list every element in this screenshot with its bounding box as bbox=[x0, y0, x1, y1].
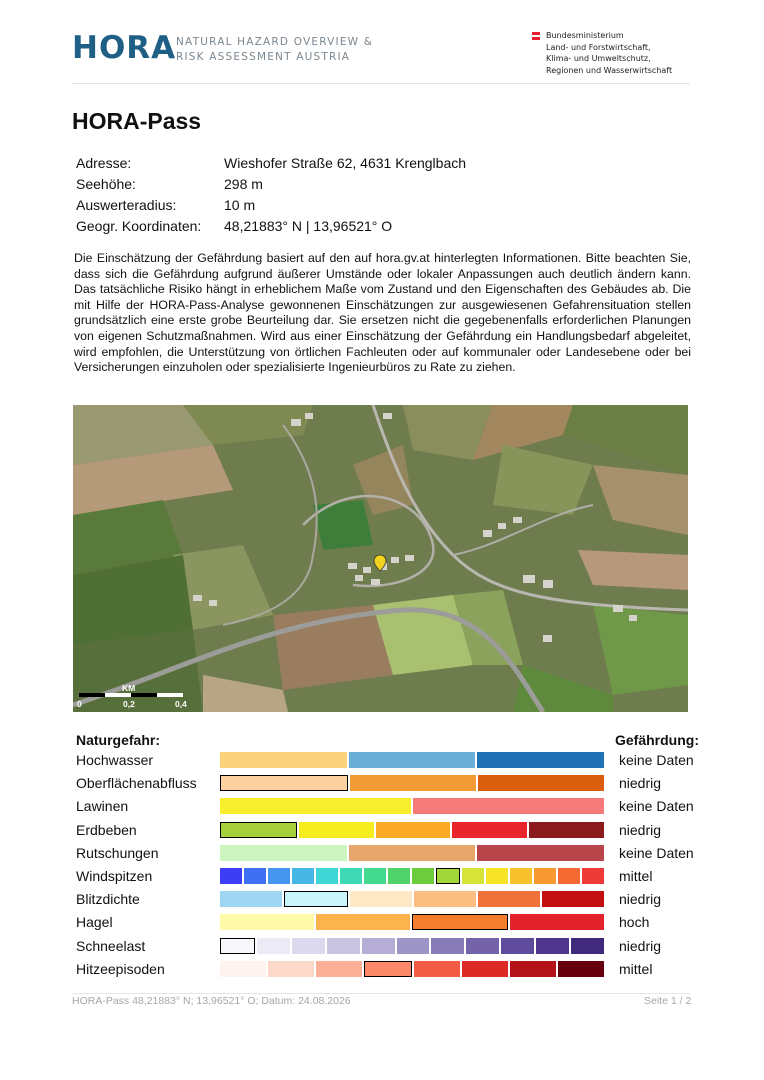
map-scale-unit: KM bbox=[122, 683, 136, 693]
address-label: Adresse: bbox=[76, 155, 132, 171]
hazard-name: Windspitzen bbox=[76, 868, 153, 884]
hazard-scale-segment bbox=[431, 938, 464, 954]
hazard-row bbox=[76, 911, 706, 934]
hazard-scale-segment bbox=[462, 868, 484, 884]
hazard-row bbox=[76, 819, 706, 842]
hazard-name: Lawinen bbox=[76, 798, 129, 815]
hazard-row bbox=[76, 888, 706, 911]
coordinates-row bbox=[76, 216, 466, 237]
hazard-scale-segment bbox=[542, 891, 604, 907]
hazard-row bbox=[76, 865, 706, 888]
hazard-scale-segment bbox=[582, 868, 604, 884]
hazard-scale-segment bbox=[412, 868, 434, 884]
hazard-scale-segment bbox=[220, 752, 347, 768]
hazard-scale-segment bbox=[534, 868, 556, 884]
hazard-scale-segment-selected bbox=[220, 938, 255, 954]
map-scale-tick-0: 0 bbox=[77, 699, 82, 709]
hazard-scale-segment bbox=[413, 798, 604, 814]
hazard-row bbox=[76, 842, 706, 865]
hazard-scale-segment bbox=[349, 845, 476, 861]
radius-label: Auswerteradius: bbox=[76, 197, 177, 213]
hazard-scale-segment bbox=[388, 868, 410, 884]
hazard-scale-segment bbox=[376, 822, 451, 838]
hazard-scale-bar bbox=[220, 914, 604, 930]
hazard-scale-segment bbox=[510, 868, 532, 884]
logo-subtitle-line2 bbox=[176, 50, 373, 65]
hazard-name: Oberflächenabfluss bbox=[76, 775, 197, 792]
map-scale-tick-2: 0,4 bbox=[175, 699, 187, 709]
hazard-scale-segment bbox=[292, 868, 314, 884]
hazard-scale-segment bbox=[257, 938, 290, 954]
hazard-scale-segment bbox=[477, 845, 604, 861]
hazard-scale-segment bbox=[316, 914, 410, 930]
hazard-scale-segment bbox=[478, 891, 540, 907]
radius-row bbox=[76, 195, 466, 216]
hazard-level: niedrig bbox=[619, 937, 662, 954]
hazard-scale-segment bbox=[327, 938, 360, 954]
hora-logo-subtitle bbox=[176, 35, 373, 65]
hazard-scale-segment bbox=[571, 938, 604, 954]
intro-paragraph: Die Einschätzung der Gefährdung basiert auf den auf hora.gv.at hinterlegten Informationen. Bitte beachten Sie, dass sich die Gefährdung aufgrund äußerer Umstände oder lokaler Anpassungen auch deutlich ändern kann. Das tatsächliche Risiko hängt in erheblichem Maße vom Zustand und den Eigenschaften des Gebäudes ab. Die mit Hilfe der HORA-Pass-Analyse gewonnenen Einschätzungen zur ausgewiesenen Gefahrensituation stellen grundsätzlich eine erste grobe Beurteilung dar. Sie ersetzen nicht die gegebenenfalls erforderlichen Planungen von eigenen Schutzmaßnahmen. Wird aus einer Einschätzung der Gefährdung ein Handlungsbedarf abgeleitet, wird empfohlen, die Unterstützung von örtlichen Fachleuten oder auf kommunaler oder Landesebene oder bei Versicherungen einzuholen oder spezialisierte Ingenieurbüros zu Rate zu ziehen. bbox=[74, 251, 691, 375]
hazard-scale-segment-selected bbox=[284, 891, 348, 907]
aerial-map-image bbox=[73, 405, 688, 712]
hazard-scale-segment bbox=[477, 752, 604, 768]
hazard-name: Hagel bbox=[76, 914, 113, 931]
elevation-row bbox=[76, 174, 466, 195]
page-number: Seite 1 / 2 bbox=[644, 995, 692, 1007]
hazard-scale-segment bbox=[349, 752, 476, 768]
hazard-scale-segment bbox=[268, 961, 314, 977]
hazard-level: niedrig bbox=[619, 891, 662, 908]
hazard-column-header: Naturgefahr: bbox=[76, 732, 161, 748]
hazard-scale-segment bbox=[350, 775, 476, 791]
hazard-scale-segment bbox=[501, 938, 534, 954]
hazard-scale-segment bbox=[510, 914, 604, 930]
footer-divider bbox=[72, 993, 690, 994]
hazard-scale-segment bbox=[558, 961, 604, 977]
hazard-scale-segment-selected bbox=[220, 775, 348, 791]
hazard-scale-segment bbox=[466, 938, 499, 954]
hazard-level: mittel bbox=[619, 868, 653, 884]
map-scale-tick-1: 0,2 bbox=[123, 699, 135, 709]
hazard-scale-segment bbox=[462, 961, 508, 977]
hazard-scale-segment-selected bbox=[220, 822, 297, 838]
ministry-logo bbox=[546, 30, 672, 76]
hazard-row bbox=[76, 958, 706, 981]
hazard-scale-segment bbox=[220, 961, 266, 977]
hazard-scale-segment bbox=[350, 891, 412, 907]
radius-value: 10 m bbox=[224, 197, 256, 213]
hazard-scale-bar bbox=[220, 798, 604, 814]
hazard-scale-segment-selected bbox=[412, 914, 508, 930]
hazard-row bbox=[76, 772, 706, 795]
hazard-scale-segment bbox=[478, 775, 604, 791]
hazard-level: keine Daten bbox=[619, 752, 694, 768]
hazard-scale-segment bbox=[220, 891, 282, 907]
hazard-scale-segment bbox=[558, 868, 580, 884]
hazard-name: Hitzeepisoden bbox=[76, 960, 165, 977]
address-value: Wieshofer Straße 62, 4631 Krenglbach bbox=[224, 155, 467, 171]
address-row bbox=[76, 153, 466, 174]
hazard-scale-segment bbox=[220, 914, 314, 930]
hazard-scale-segment bbox=[220, 868, 242, 884]
hazard-scale-segment bbox=[316, 868, 338, 884]
coordinates-value: 48,21883° N | 13,96521° O bbox=[224, 218, 393, 234]
hazard-scale-segment bbox=[364, 868, 386, 884]
hazard-scale-segment bbox=[452, 822, 527, 838]
address-block bbox=[76, 153, 466, 237]
hazard-scale-segment bbox=[268, 868, 290, 884]
austria-flag-icon bbox=[532, 32, 540, 40]
header-divider bbox=[72, 83, 690, 84]
hazard-scale-segment bbox=[244, 868, 266, 884]
hazard-scale-segment bbox=[536, 938, 569, 954]
hazard-level: hoch bbox=[619, 914, 650, 931]
hazard-scale-segment bbox=[220, 845, 347, 861]
hazard-scale-segment bbox=[340, 868, 362, 884]
footer-info: HORA-Pass 48,21883° N; 13,96521° O; Datum: 24.08.2026 bbox=[72, 995, 351, 1007]
hazard-name: Schneelast bbox=[76, 937, 146, 954]
hazard-row bbox=[76, 935, 706, 958]
hazard-scale-segment bbox=[397, 938, 430, 954]
page-header bbox=[72, 28, 692, 84]
hazard-scale-bar bbox=[220, 845, 604, 861]
aerial-map bbox=[73, 405, 688, 712]
hazard-name: Blitzdichte bbox=[76, 891, 140, 908]
hazard-scale-segment bbox=[414, 891, 476, 907]
hazard-scale-segment bbox=[486, 868, 508, 884]
coordinates-label: Geogr. Koordinaten: bbox=[76, 218, 202, 234]
hazard-level: mittel bbox=[619, 960, 653, 977]
page-title: HORA-Pass bbox=[72, 108, 202, 134]
elevation-value: 298 m bbox=[224, 176, 263, 192]
hazard-level: niedrig bbox=[619, 821, 662, 838]
elevation-label: Seehöhe: bbox=[76, 176, 136, 192]
hazard-scale-segment bbox=[362, 938, 395, 954]
hazard-scale-segment-selected bbox=[436, 868, 460, 884]
subtitle-line2-text: RISK ASSESSMENT AUSTRIA bbox=[176, 51, 351, 63]
hazard-scale-bar bbox=[220, 868, 604, 884]
hazard-scale-segment bbox=[414, 961, 460, 977]
hazard-name: Erdbeben bbox=[76, 821, 137, 838]
hazard-scale-segment bbox=[316, 961, 362, 977]
hazard-scale-bar bbox=[220, 938, 604, 954]
level-column-header: Gefährdung: bbox=[615, 732, 699, 748]
hazard-scale-bar bbox=[220, 822, 604, 838]
hazard-scale-segment bbox=[529, 822, 604, 838]
hazard-scale-segment bbox=[299, 822, 374, 838]
hazard-scale-bar bbox=[220, 752, 604, 768]
hazard-row bbox=[76, 795, 706, 818]
hazard-scale-segment bbox=[292, 938, 325, 954]
hazard-scale-bar bbox=[220, 961, 604, 977]
logo-subtitle-line1 bbox=[176, 35, 373, 50]
hazard-scale-bar bbox=[220, 775, 604, 791]
hazard-scale-segment bbox=[510, 961, 556, 977]
hazard-level: niedrig bbox=[619, 775, 662, 792]
ministry-text: Bundesministerium Land- und Forstwirtschaft, Klima- und Umweltschutz, Regionen und Wasserwirtschaft bbox=[546, 31, 673, 75]
hazard-row bbox=[76, 749, 706, 772]
hazard-scale-segment-selected bbox=[364, 961, 412, 977]
hazard-scale-segment bbox=[220, 798, 411, 814]
hazard-level: keine Daten bbox=[619, 798, 694, 815]
hazard-level: keine Daten bbox=[619, 844, 694, 861]
subtitle-line1-text: NATURAL HAZARD OVERVIEW & bbox=[176, 36, 374, 48]
hazard-name: Rutschungen bbox=[76, 844, 159, 861]
hazard-name: Hochwasser bbox=[76, 752, 154, 768]
hora-logo: HORA bbox=[72, 30, 177, 66]
hazard-scale-bar bbox=[220, 891, 604, 907]
